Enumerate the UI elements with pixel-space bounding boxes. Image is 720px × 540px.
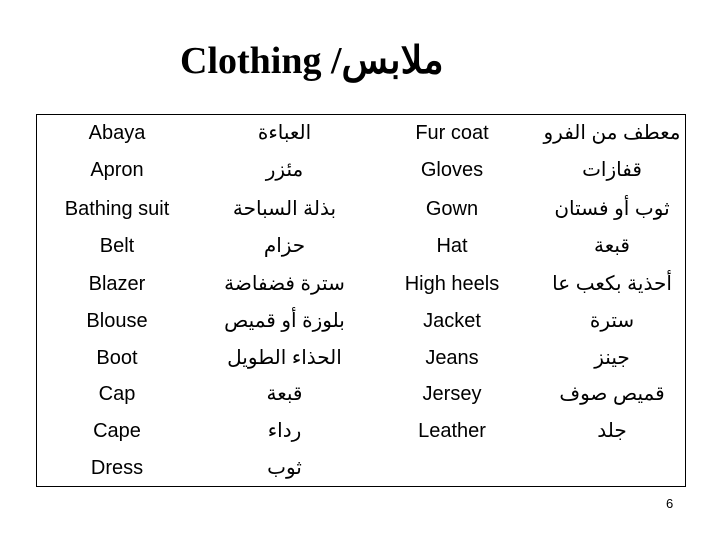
arabic-term: قميص صوف xyxy=(559,383,665,405)
arabic-term: العباءة xyxy=(257,122,312,144)
english-term: Blazer xyxy=(88,273,146,295)
english-term: Boot xyxy=(96,347,138,369)
english-term: Jeans xyxy=(425,347,479,369)
title-arabic: ملابس xyxy=(341,40,444,82)
arabic-term: قبعة xyxy=(594,235,630,257)
english-term: Fur coat xyxy=(415,122,489,144)
glossary-row xyxy=(37,191,685,228)
english-term: Leather xyxy=(418,420,486,442)
english-term: Blouse xyxy=(86,310,148,332)
english-term: Hat xyxy=(436,235,468,257)
title-separator: / xyxy=(321,40,342,82)
page-number: 6 xyxy=(666,496,674,511)
arabic-term: جلد xyxy=(597,420,627,442)
english-term xyxy=(367,450,537,487)
arabic-term: سترة فضفاضة xyxy=(224,273,345,295)
arabic-term: رداء xyxy=(267,420,302,442)
glossary-row xyxy=(37,228,685,265)
glossary-row xyxy=(37,152,685,189)
title-english: Clothing xyxy=(180,40,322,82)
arabic-term: ثوب xyxy=(267,457,302,479)
arabic-term: حزام xyxy=(263,235,306,257)
slide-title xyxy=(180,42,444,80)
arabic-term: قبعة xyxy=(266,383,303,405)
glossary-row xyxy=(37,340,685,377)
arabic-term: سترة xyxy=(589,310,635,332)
arabic-term: ثوب أو فستان xyxy=(554,198,670,220)
english-term: Gloves xyxy=(420,159,484,181)
glossary-row xyxy=(37,115,685,152)
english-term: Gown xyxy=(425,198,479,220)
glossary-row xyxy=(37,413,685,450)
english-term: Cape xyxy=(93,420,141,442)
english-term: Jacket xyxy=(423,310,481,332)
arabic-term: بلوزة أو قميص xyxy=(224,310,345,332)
glossary-row xyxy=(37,450,685,487)
english-term: Belt xyxy=(99,235,135,257)
glossary-row xyxy=(37,266,685,303)
english-term: Jersey xyxy=(422,383,482,405)
english-term: High heels xyxy=(404,273,500,295)
arabic-term: أحذية بكعب عا xyxy=(552,273,672,295)
glossary-row xyxy=(37,303,685,340)
glossary-row xyxy=(37,376,685,413)
arabic-term: بذلة السباحة xyxy=(232,198,337,220)
arabic-term: جينز xyxy=(594,347,630,369)
arabic-term: معطف من الفرو xyxy=(543,122,681,144)
english-term: Cap xyxy=(98,383,136,405)
arabic-term: قفازات xyxy=(582,159,642,181)
arabic-term xyxy=(537,450,687,487)
clothing-glossary xyxy=(36,114,686,487)
arabic-term: مئزر xyxy=(265,159,304,181)
english-term: Dress xyxy=(90,457,144,479)
english-term: Bathing suit xyxy=(64,198,170,220)
english-term: Abaya xyxy=(88,122,146,144)
arabic-term: الحذاء الطويل xyxy=(227,347,342,369)
english-term: Apron xyxy=(90,159,144,181)
